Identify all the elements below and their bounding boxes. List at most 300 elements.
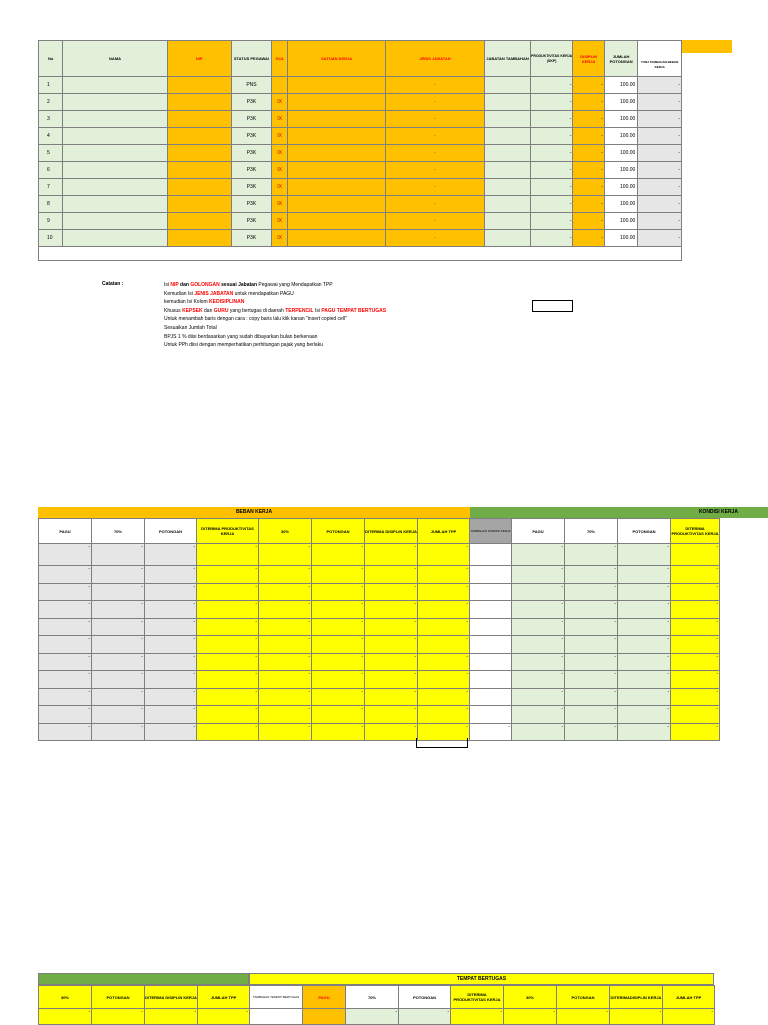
cell-produktivitas[interactable]: - — [530, 213, 573, 230]
mid-cell[interactable]: - — [145, 636, 197, 654]
mid-cell[interactable]: - — [418, 544, 470, 566]
cell-produktivitas[interactable]: - — [530, 77, 573, 94]
mid-cell[interactable]: - — [92, 618, 145, 636]
cell-nama[interactable] — [63, 145, 167, 162]
cell-nama[interactable] — [63, 213, 167, 230]
mid-cell[interactable]: - — [259, 618, 312, 636]
col-jenis: JENIS JABATAN — [385, 41, 484, 77]
mid-cell[interactable]: - — [312, 671, 365, 689]
mid-cell[interactable]: - — [92, 723, 145, 741]
mid-cell[interactable]: - — [512, 601, 565, 619]
mid-cell[interactable]: - — [512, 671, 565, 689]
cell-nama[interactable] — [63, 94, 167, 111]
cell-nama[interactable] — [63, 77, 167, 94]
mid-cell[interactable]: - — [671, 583, 720, 601]
cell-tunj[interactable]: - — [638, 213, 682, 230]
mid-cell[interactable] — [470, 688, 512, 706]
cell-jabatan-tambahan[interactable] — [485, 77, 531, 94]
cell-nama[interactable] — [63, 162, 167, 179]
mid-cell[interactable]: - — [512, 723, 565, 741]
mid-cell[interactable]: - — [145, 601, 197, 619]
mid-cell[interactable]: - — [512, 618, 565, 636]
mid-cell[interactable]: - — [565, 688, 618, 706]
mid-cell[interactable]: - — [145, 544, 197, 566]
mid-cell[interactable]: - — [312, 618, 365, 636]
cell-satuan[interactable] — [288, 179, 385, 196]
mid-cell[interactable]: - — [197, 653, 259, 671]
cell-disiplin[interactable]: - — [573, 111, 604, 128]
mid-cell[interactable]: - — [565, 706, 618, 724]
cell-satuan[interactable] — [288, 77, 385, 94]
cell-disiplin[interactable]: - — [573, 162, 604, 179]
cell-nip[interactable] — [167, 162, 231, 179]
col-jumlah-tpp: JUMLAH TPP — [418, 519, 470, 544]
mid-cell[interactable]: - — [565, 566, 618, 584]
mid-cell[interactable]: - — [565, 723, 618, 741]
cell-disiplin[interactable]: - — [573, 196, 604, 213]
mid-cell[interactable]: - — [671, 688, 720, 706]
table-row — [39, 566, 720, 584]
mid-cell[interactable]: - — [365, 544, 418, 566]
note-line-5: Untuk menambah baris dengan cara : copy baris lalu klik kanan "insert copied cell" — [164, 316, 347, 323]
cell-produktivitas[interactable]: - — [530, 145, 573, 162]
mid-cell[interactable]: - — [145, 618, 197, 636]
cell-tunj[interactable]: - — [638, 94, 682, 111]
cell-nip[interactable] — [167, 145, 231, 162]
mid-cell[interactable]: - — [259, 688, 312, 706]
bottom-cell[interactable]: - — [399, 1009, 451, 1025]
mid-cell[interactable] — [470, 671, 512, 689]
mid-cell[interactable]: - — [565, 601, 618, 619]
mid-cell[interactable]: - — [565, 583, 618, 601]
cell-no[interactable]: 8 — [39, 196, 63, 213]
mid-cell[interactable]: - — [512, 706, 565, 724]
table-row — [39, 111, 682, 128]
table-row — [39, 723, 720, 741]
mid-cell[interactable]: - — [259, 601, 312, 619]
mid-cell[interactable]: - — [671, 671, 720, 689]
mid-cell[interactable]: - — [259, 583, 312, 601]
mid-cell[interactable]: - — [418, 636, 470, 654]
cell-gol[interactable]: IX — [272, 128, 288, 145]
mid-cell[interactable]: - — [512, 544, 565, 566]
mid-cell[interactable] — [470, 566, 512, 584]
cell-jabatan-tambahan[interactable] — [485, 145, 531, 162]
mid-cell[interactable] — [470, 618, 512, 636]
mid-cell[interactable]: - — [565, 636, 618, 654]
cell-jabatan-tambahan[interactable] — [485, 230, 531, 247]
cell-satuan[interactable] — [288, 145, 385, 162]
col-potongan-2: POTONGAN — [312, 519, 365, 544]
bottom-cell[interactable]: - — [557, 1009, 610, 1025]
cell-gol[interactable]: IX — [272, 230, 288, 247]
cell-jumlah-potongan[interactable]: 100.00 — [604, 128, 637, 145]
table-row — [39, 196, 682, 213]
cell-no[interactable]: 10 — [39, 230, 63, 247]
mid-cell[interactable]: - — [92, 688, 145, 706]
table-header-row — [39, 41, 682, 77]
bottom-cell[interactable] — [303, 1009, 346, 1025]
cell-nip[interactable] — [167, 77, 231, 94]
cell-nip[interactable] — [167, 94, 231, 111]
cell-nama[interactable] — [63, 196, 167, 213]
mid-cell[interactable]: - — [92, 566, 145, 584]
cell-jumlah-potongan[interactable]: 100.00 — [604, 196, 637, 213]
cell-jumlah-potongan[interactable]: 100.00 — [604, 77, 637, 94]
cell-no[interactable]: 1 — [39, 77, 63, 94]
mid-cell[interactable]: - — [312, 566, 365, 584]
mid-cell[interactable]: - — [259, 706, 312, 724]
mid-cell[interactable]: - — [418, 583, 470, 601]
mid-cell[interactable]: - — [565, 618, 618, 636]
cell-tunj[interactable]: - — [638, 196, 682, 213]
mid-cell[interactable]: - — [259, 566, 312, 584]
cell-jenis[interactable]: - — [385, 162, 484, 179]
cell-jenis[interactable]: - — [385, 128, 484, 145]
mid-cell[interactable]: - — [145, 688, 197, 706]
mid-cell[interactable]: - — [671, 723, 720, 741]
cell-jabatan-tambahan[interactable] — [485, 196, 531, 213]
mid-cell[interactable]: - — [39, 706, 92, 724]
cell-jenis[interactable]: - — [385, 145, 484, 162]
mid-cell[interactable]: - — [259, 544, 312, 566]
mid-cell[interactable]: - — [512, 653, 565, 671]
mid-cell[interactable]: - — [259, 653, 312, 671]
mid-cell[interactable]: - — [197, 566, 259, 584]
table-row — [39, 636, 720, 654]
cell-jumlah-potongan[interactable]: 100.00 — [604, 145, 637, 162]
cell-jabatan-tambahan[interactable] — [485, 94, 531, 111]
mid-cell[interactable]: - — [671, 566, 720, 584]
mid-cell[interactable]: - — [197, 618, 259, 636]
mid-cell[interactable] — [470, 544, 512, 566]
mid-cell[interactable]: - — [618, 723, 671, 741]
mid-cell[interactable]: - — [671, 544, 720, 566]
cell-jenis[interactable]: - — [385, 179, 484, 196]
cell-jumlah-potongan[interactable]: 100.00 — [604, 230, 637, 247]
mid-cell[interactable]: - — [312, 544, 365, 566]
col-nip: NIP — [167, 41, 231, 77]
mid-cell[interactable]: - — [671, 618, 720, 636]
bottom-cell[interactable] — [250, 1009, 303, 1025]
mid-cell[interactable]: - — [145, 583, 197, 601]
cell-gol[interactable]: IX — [272, 179, 288, 196]
bottom-cell[interactable]: - — [198, 1009, 250, 1025]
cell-nama[interactable] — [63, 179, 167, 196]
mid-cell[interactable]: - — [92, 601, 145, 619]
mid-cell[interactable]: - — [365, 583, 418, 601]
mid-cell[interactable]: - — [259, 671, 312, 689]
mid-cell[interactable]: - — [39, 723, 92, 741]
mid-cell[interactable]: - — [145, 671, 197, 689]
mid-cell[interactable]: - — [618, 671, 671, 689]
mid-cell[interactable]: - — [92, 544, 145, 566]
cell-produktivitas[interactable]: - — [530, 230, 573, 247]
mid-cell[interactable]: - — [197, 544, 259, 566]
bottom-cell[interactable]: - — [145, 1009, 198, 1025]
cell-tunj[interactable]: - — [638, 162, 682, 179]
cell-jabatan-tambahan[interactable] — [485, 213, 531, 230]
cell-status[interactable]: P3K — [231, 111, 272, 128]
cell-status[interactable]: P3K — [231, 213, 272, 230]
cell-status[interactable]: P3K — [231, 145, 272, 162]
mid-cell[interactable]: - — [618, 636, 671, 654]
bottom-cell[interactable]: - — [504, 1009, 557, 1025]
cell-jenis[interactable]: - — [385, 196, 484, 213]
mid-cell[interactable]: - — [39, 544, 92, 566]
cell-jumlah-potongan[interactable]: 100.00 — [604, 111, 637, 128]
mid-cell[interactable]: - — [92, 636, 145, 654]
mid-cell[interactable]: - — [365, 688, 418, 706]
cell-gol[interactable]: IX — [272, 213, 288, 230]
cell-no[interactable]: 6 — [39, 162, 63, 179]
cell-disiplin[interactable]: - — [573, 230, 604, 247]
mid-cell[interactable]: - — [671, 636, 720, 654]
cell-no[interactable]: 9 — [39, 213, 63, 230]
cell-jabatan-tambahan[interactable] — [485, 162, 531, 179]
mid-cell[interactable]: - — [418, 723, 470, 741]
cell-jumlah-potongan[interactable]: 100.00 — [604, 94, 637, 111]
table-row — [39, 601, 720, 619]
mid-cell[interactable]: - — [365, 601, 418, 619]
cell-disiplin[interactable]: - — [573, 128, 604, 145]
mid-cell[interactable]: - — [197, 723, 259, 741]
cell-nip[interactable] — [167, 111, 231, 128]
mid-cell[interactable]: - — [365, 618, 418, 636]
col-b-30-2: 30% — [504, 986, 557, 1009]
cell-gol[interactable]: IX — [272, 111, 288, 128]
mid-cell[interactable] — [470, 636, 512, 654]
mid-cell[interactable]: - — [418, 618, 470, 636]
mid-cell[interactable]: - — [145, 566, 197, 584]
mid-cell[interactable]: - — [197, 601, 259, 619]
mid-cell[interactable]: - — [145, 706, 197, 724]
cell-gol[interactable] — [272, 77, 288, 94]
mid-cell[interactable]: - — [618, 544, 671, 566]
mid-cell[interactable]: - — [312, 688, 365, 706]
cell-status[interactable]: P3K — [231, 196, 272, 213]
mid-cell[interactable]: - — [197, 583, 259, 601]
table-row — [39, 653, 720, 671]
table-row — [39, 128, 682, 145]
cell-produktivitas[interactable]: - — [530, 94, 573, 111]
cell-jabatan-tambahan[interactable] — [485, 128, 531, 145]
cell-gol[interactable]: IX — [272, 94, 288, 111]
mid-cell[interactable]: - — [145, 653, 197, 671]
bottom-cell[interactable]: - — [451, 1009, 504, 1025]
mid-cell[interactable]: - — [39, 566, 92, 584]
cell-jenis[interactable]: - — [385, 111, 484, 128]
mid-cell[interactable]: - — [39, 688, 92, 706]
cell-produktivitas[interactable]: - — [530, 128, 573, 145]
cell-tunj[interactable]: - — [638, 128, 682, 145]
col-nama: NAMA — [63, 41, 167, 77]
cell-nama[interactable] — [63, 111, 167, 128]
cell-no[interactable]: 4 — [39, 128, 63, 145]
mid-cell[interactable]: - — [512, 688, 565, 706]
cell-satuan[interactable] — [288, 196, 385, 213]
mid-cell[interactable]: - — [365, 653, 418, 671]
cell-jabatan-tambahan[interactable] — [485, 179, 531, 196]
mid-cell[interactable]: - — [92, 583, 145, 601]
mid-cell[interactable]: - — [39, 618, 92, 636]
bottom-cell[interactable]: - — [610, 1009, 663, 1025]
cell-status[interactable]: P3K — [231, 128, 272, 145]
mid-cell[interactable]: - — [92, 706, 145, 724]
note-line-7: BPJS 1 % diisi berdasarkan yang sudah dibayarkan bulan berkenaan — [164, 333, 318, 340]
mid-cell[interactable]: - — [259, 636, 312, 654]
cell-produktivitas[interactable]: - — [530, 196, 573, 213]
mid-cell[interactable]: - — [618, 601, 671, 619]
mid-cell[interactable]: - — [418, 653, 470, 671]
mid-cell[interactable]: - — [671, 706, 720, 724]
cell-satuan[interactable] — [288, 230, 385, 247]
cell-jenis[interactable]: - — [385, 77, 484, 94]
col-b-potongan-3: POTONGAN — [557, 986, 610, 1009]
mid-cell[interactable]: - — [39, 653, 92, 671]
cell-disiplin[interactable]: - — [573, 94, 604, 111]
cell-nip[interactable] — [167, 179, 231, 196]
mid-cell[interactable]: - — [618, 618, 671, 636]
cell-disiplin[interactable]: - — [573, 145, 604, 162]
cell-tunj[interactable]: - — [638, 179, 682, 196]
cell-gol[interactable]: IX — [272, 145, 288, 162]
cell-status[interactable]: P3K — [231, 162, 272, 179]
cell-jenis[interactable]: - — [385, 230, 484, 247]
cell-jumlah-potongan[interactable]: 100.00 — [604, 213, 637, 230]
cell-tunj[interactable]: - — [638, 230, 682, 247]
mid-cell[interactable]: - — [365, 636, 418, 654]
cell-jumlah-potongan[interactable]: 100.00 — [604, 179, 637, 196]
cell-nip[interactable] — [167, 213, 231, 230]
mid-cell[interactable]: - — [145, 723, 197, 741]
mid-cell[interactable]: - — [618, 583, 671, 601]
cell-produktivitas[interactable]: - — [530, 179, 573, 196]
mid-cell[interactable]: - — [312, 601, 365, 619]
mid-cell[interactable]: - — [39, 671, 92, 689]
mid-cell[interactable]: - — [565, 544, 618, 566]
mid-cell[interactable] — [470, 653, 512, 671]
cell-nip[interactable] — [167, 230, 231, 247]
mid-cell[interactable]: - — [365, 566, 418, 584]
mid-cell[interactable] — [470, 706, 512, 724]
bottom-cell[interactable]: - — [92, 1009, 145, 1025]
mid-cell[interactable]: - — [618, 653, 671, 671]
cell-tunj[interactable]: - — [638, 145, 682, 162]
mid-cell[interactable]: - — [418, 688, 470, 706]
bottom-cell[interactable]: - — [39, 1009, 92, 1025]
cell-jenis[interactable]: - — [385, 213, 484, 230]
mid-cell[interactable]: - — [512, 566, 565, 584]
mid-cell[interactable]: - — [618, 688, 671, 706]
cell-no[interactable]: 3 — [39, 111, 63, 128]
cell-tunj[interactable]: - — [638, 77, 682, 94]
cell-gol[interactable]: IX — [272, 162, 288, 179]
mid-cell[interactable]: - — [365, 671, 418, 689]
mid-cell[interactable]: - — [618, 566, 671, 584]
mid-cell[interactable]: - — [418, 601, 470, 619]
mid-cell[interactable]: - — [197, 671, 259, 689]
cell-nama[interactable] — [63, 128, 167, 145]
cell-no[interactable]: 7 — [39, 179, 63, 196]
mid-cell[interactable]: - — [197, 688, 259, 706]
mid-cell[interactable]: - — [39, 636, 92, 654]
mid-cell[interactable]: - — [418, 566, 470, 584]
cell-produktivitas[interactable]: - — [530, 111, 573, 128]
mid-cell[interactable]: - — [618, 706, 671, 724]
mid-cell[interactable]: - — [197, 706, 259, 724]
cell-satuan[interactable] — [288, 94, 385, 111]
mid-cell[interactable]: - — [312, 706, 365, 724]
mid-cell[interactable]: - — [312, 723, 365, 741]
cell-nip[interactable] — [167, 196, 231, 213]
cell-no[interactable]: 5 — [39, 145, 63, 162]
mid-cell[interactable]: - — [365, 706, 418, 724]
mid-cell[interactable]: - — [512, 636, 565, 654]
cell-status[interactable]: P3K — [231, 179, 272, 196]
mid-cell[interactable]: - — [418, 706, 470, 724]
table-row — [39, 230, 682, 247]
bottom-cell[interactable]: - — [346, 1009, 399, 1025]
mid-cell[interactable] — [470, 601, 512, 619]
col-b-potongan: POTONGAN — [92, 986, 145, 1009]
mid-cell[interactable]: - — [39, 601, 92, 619]
cell-disiplin[interactable]: - — [573, 179, 604, 196]
mid-cell[interactable]: - — [565, 653, 618, 671]
mid-cell[interactable]: - — [92, 671, 145, 689]
mid-cell[interactable]: - — [312, 636, 365, 654]
mid-cell[interactable]: - — [565, 671, 618, 689]
cell-gol[interactable]: IX — [272, 196, 288, 213]
note-line-1: Isi NIP dan GOLONGAN sesuai Jabatan Pegawai yang Mendapatkan TPP — [164, 282, 333, 288]
tempat-bertugas-title: TEMPAT BERTUGAS — [249, 973, 714, 985]
cell-status[interactable]: P3K — [231, 94, 272, 111]
cell-tunj[interactable]: - — [638, 111, 682, 128]
mid-cell[interactable]: - — [312, 583, 365, 601]
mid-cell[interactable] — [470, 583, 512, 601]
cell-disiplin[interactable]: - — [573, 77, 604, 94]
cell-jabatan-tambahan[interactable] — [485, 111, 531, 128]
mid-cell[interactable]: - — [470, 723, 512, 741]
cell-jenis[interactable]: - — [385, 94, 484, 111]
mid-cell[interactable]: - — [671, 601, 720, 619]
mid-cell[interactable]: - — [671, 653, 720, 671]
cell-produktivitas[interactable]: - — [530, 162, 573, 179]
mid-cell[interactable]: - — [259, 723, 312, 741]
cell-nip[interactable] — [167, 128, 231, 145]
col-jabatan-tambahan: JABATAN TAMBAHAN — [485, 41, 531, 77]
cell-satuan[interactable] — [288, 111, 385, 128]
mid-cell[interactable]: - — [92, 653, 145, 671]
cell-satuan[interactable] — [288, 128, 385, 145]
cell-satuan[interactable] — [288, 213, 385, 230]
cell-no[interactable]: 2 — [39, 94, 63, 111]
mid-cell[interactable]: - — [512, 583, 565, 601]
mid-cell[interactable]: - — [312, 653, 365, 671]
cell-status[interactable]: PNS — [231, 77, 272, 94]
kondisi-kerja-title: KONDISI KERJA — [470, 507, 768, 518]
mid-cell[interactable]: - — [197, 636, 259, 654]
cell-status[interactable]: P3K — [231, 230, 272, 247]
cell-jumlah-potongan[interactable]: 100.00 — [604, 162, 637, 179]
mid-cell[interactable]: - — [365, 723, 418, 741]
cell-nama[interactable] — [63, 230, 167, 247]
mid-cell[interactable]: - — [39, 583, 92, 601]
bottom-cell[interactable]: - — [663, 1009, 715, 1025]
mid-cell[interactable]: - — [418, 671, 470, 689]
cell-satuan[interactable] — [288, 162, 385, 179]
cell-disiplin[interactable]: - — [573, 213, 604, 230]
